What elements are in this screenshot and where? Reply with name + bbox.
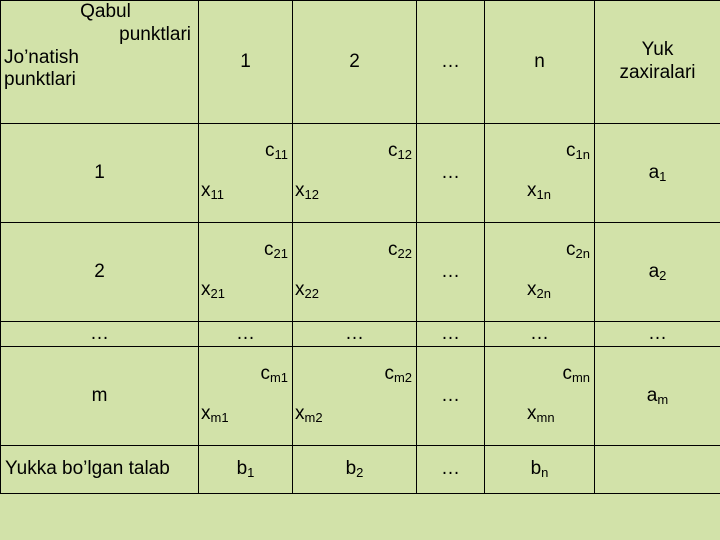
cost-cell: $c_{12}$ $x_{12}$ [293,124,417,223]
supply-cell: $a_1$ [595,124,720,223]
demand-label: Yukka bo’lgan talab [1,446,199,494]
cost-cell: $c_{11}$ $x_{11}$ [199,124,293,223]
col-header-n: n [485,1,595,124]
corner-senders-label-2: punktlari [4,69,76,91]
table-row [1,124,720,223]
col-header-supply [595,1,720,124]
col-header-2: 2 [293,1,417,124]
dots-cell: … [1,322,199,347]
row-label: 1 [1,124,199,223]
dots-cell: … [417,322,485,347]
cost-cell: $c_{21}$ $x_{21}$ [199,223,293,322]
corner-senders-label-1: Jo’natish [4,46,79,68]
supply-cell: $a_m$ [595,347,720,446]
supply-cell: $a_2$ [595,223,720,322]
dots-cell: … [417,124,485,223]
dots-cell: … [417,347,485,446]
cost-cell: $c_{m1}$ $x_{m1}$ [199,347,293,446]
cost-cell: $c_{mn}$ $x_{mn}$ [485,347,595,446]
cost-cell: $c_{1n}$ $x_{1n}$ [485,124,595,223]
corner-header-cell [1,1,199,124]
supply-title-1: Yuk [641,39,674,61]
col-header-dots: … [417,1,485,124]
corner-receivers-label-1: Qabul [80,1,131,22]
dots-cell: … [417,223,485,322]
row-label: m [1,347,199,446]
demand-cell: $b_1$ [199,446,293,494]
header-row [1,1,720,124]
demand-cell: … [417,446,485,494]
cost-cell: $c_{22}$ $x_{22}$ [293,223,417,322]
ellipsis-row [1,322,720,347]
col-header-1: 1 [199,1,293,124]
row-label: 2 [1,223,199,322]
table-row [1,347,720,446]
demand-cell: $b_2$ [293,446,417,494]
dots-cell: … [595,322,720,347]
table-row [1,223,720,322]
cost-cell: $c_{2n}$ $x_{2n}$ [485,223,595,322]
dots-cell: … [293,322,417,347]
demand-empty-cell [595,446,720,494]
dots-cell: … [199,322,293,347]
supply-title-2: zaxiralari [619,62,696,83]
demand-row [1,446,720,494]
demand-cell: $b_n$ [485,446,595,494]
corner-receivers-label-2: punktlari [119,23,191,45]
cost-cell: $c_{m2}$ $x_{m2}$ [293,347,417,446]
dots-cell: … [485,322,595,347]
